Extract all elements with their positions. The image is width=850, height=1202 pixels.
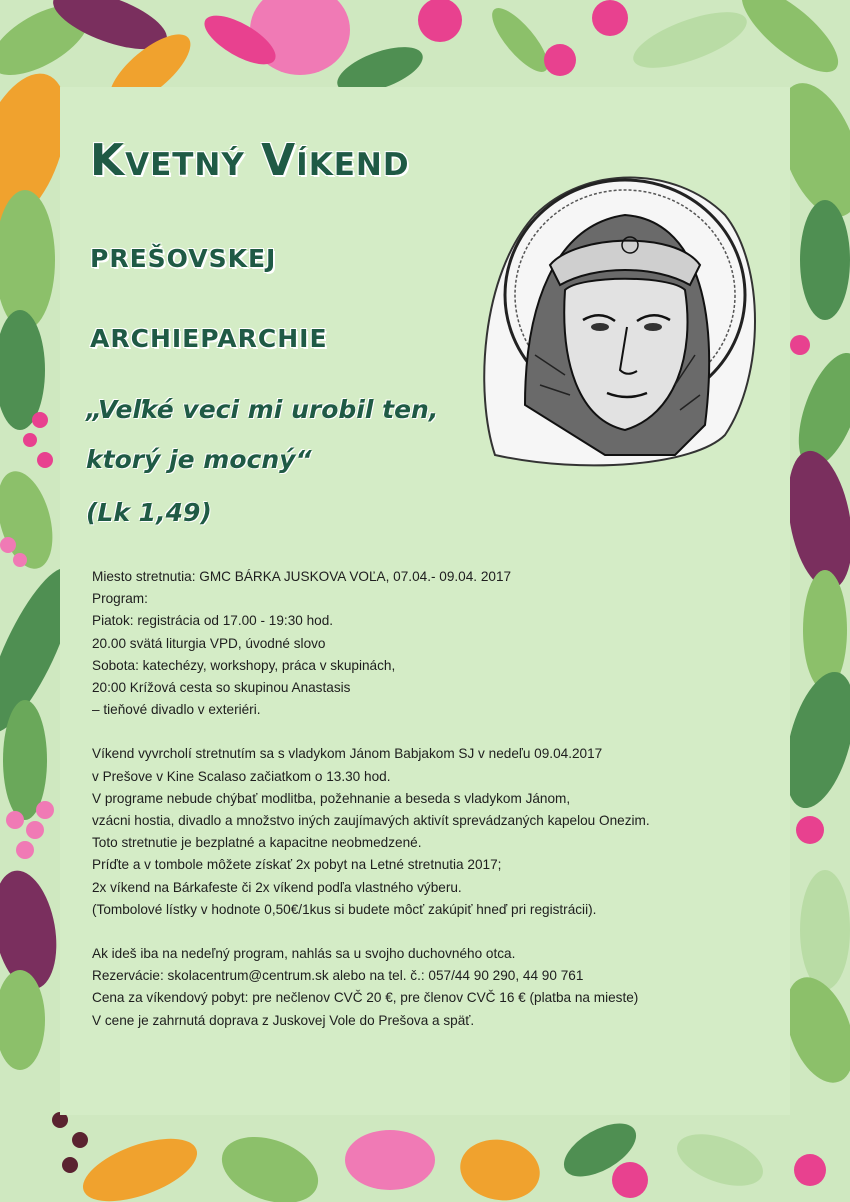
details-line: 20.00 svätá liturgia VPD, úvodné slovo bbox=[92, 635, 326, 651]
details-line: Program: bbox=[92, 591, 148, 607]
details-line: Miesto stretnutia: GMC BÁRKA JUSKOVA VOĽA, 07.04.- 09.04. 2017 bbox=[92, 569, 512, 584]
sunday-line: 2x víkend na Bárkafeste či 2x víkend podľa vlastného výberu. bbox=[92, 879, 462, 895]
sunday-line: Víkend vyvrcholí stretnutím sa s vladykom Jánom Babjakom SJ v nedeľu 09.04.2017 bbox=[92, 746, 603, 762]
quote-reference: (Lk 1,49) bbox=[86, 498, 212, 527]
sunday-line: Toto stretnutie je bezplatné a kapacitne neobmedzené. bbox=[92, 835, 422, 851]
title-line-1: Kvetný Víkend bbox=[90, 135, 410, 186]
sunday-line: Príďte a v tombole môžete získať 2x pobyt na Letné stretnutia 2017; bbox=[92, 857, 502, 873]
contact-line: Cena za víkendový pobyt: pre nečlenov CVČ 20 €, pre členov CVČ 16 € (platba na mieste) bbox=[92, 990, 639, 1006]
quote-line-2: ktorý je mocný“ bbox=[86, 445, 312, 474]
sunday-line: (Tombolové lístky v hodnote 0,50€/1kus si budete môcť zakúpiť hneď pri registrácii). bbox=[92, 901, 597, 917]
sunday-line: vzácni hostia, divadlo a množstvo iných zaujímavých aktivít sprevádzaných kapelou Onezim. bbox=[92, 813, 650, 829]
event-details bbox=[92, 566, 712, 1032]
contact-line: V cene je zahrnutá doprava z Juskovej Vole do Prešova a späť. bbox=[92, 1012, 475, 1028]
details-line: Piatok: registrácia od 17.00 - 19:30 hod. bbox=[92, 613, 334, 629]
contact-line: Ak ideš iba na nedeľný program, nahlás sa u svojho duchovného otca. bbox=[92, 946, 516, 962]
sunday-line: V programe nebude chýbať modlitba, požehnanie a beseda s vladykom Jánom, bbox=[92, 790, 571, 806]
contact-line: Rezervácie: skolacentrum@centrum.sk alebo na tel. č.: 057/44 90 290, 44 90 761 bbox=[92, 968, 584, 984]
details-line: Sobota: katechézy, workshopy, práca v skupinách, bbox=[92, 657, 396, 673]
madonna-sketch-icon bbox=[465, 155, 765, 480]
title-line-2: prešovskej bbox=[90, 235, 277, 276]
title-line-3: archieparchie bbox=[90, 315, 328, 356]
quote-line-1: „Veľké veci mi urobil ten, bbox=[86, 395, 439, 424]
sunday-line: v Prešove v Kine Scalaso začiatkom o 13.30 hod. bbox=[92, 768, 391, 784]
details-line: – tieňové divadlo v exteriéri. bbox=[92, 702, 261, 718]
details-line: 20:00 Krížová cesta so skupinou Anastasis bbox=[92, 680, 351, 696]
